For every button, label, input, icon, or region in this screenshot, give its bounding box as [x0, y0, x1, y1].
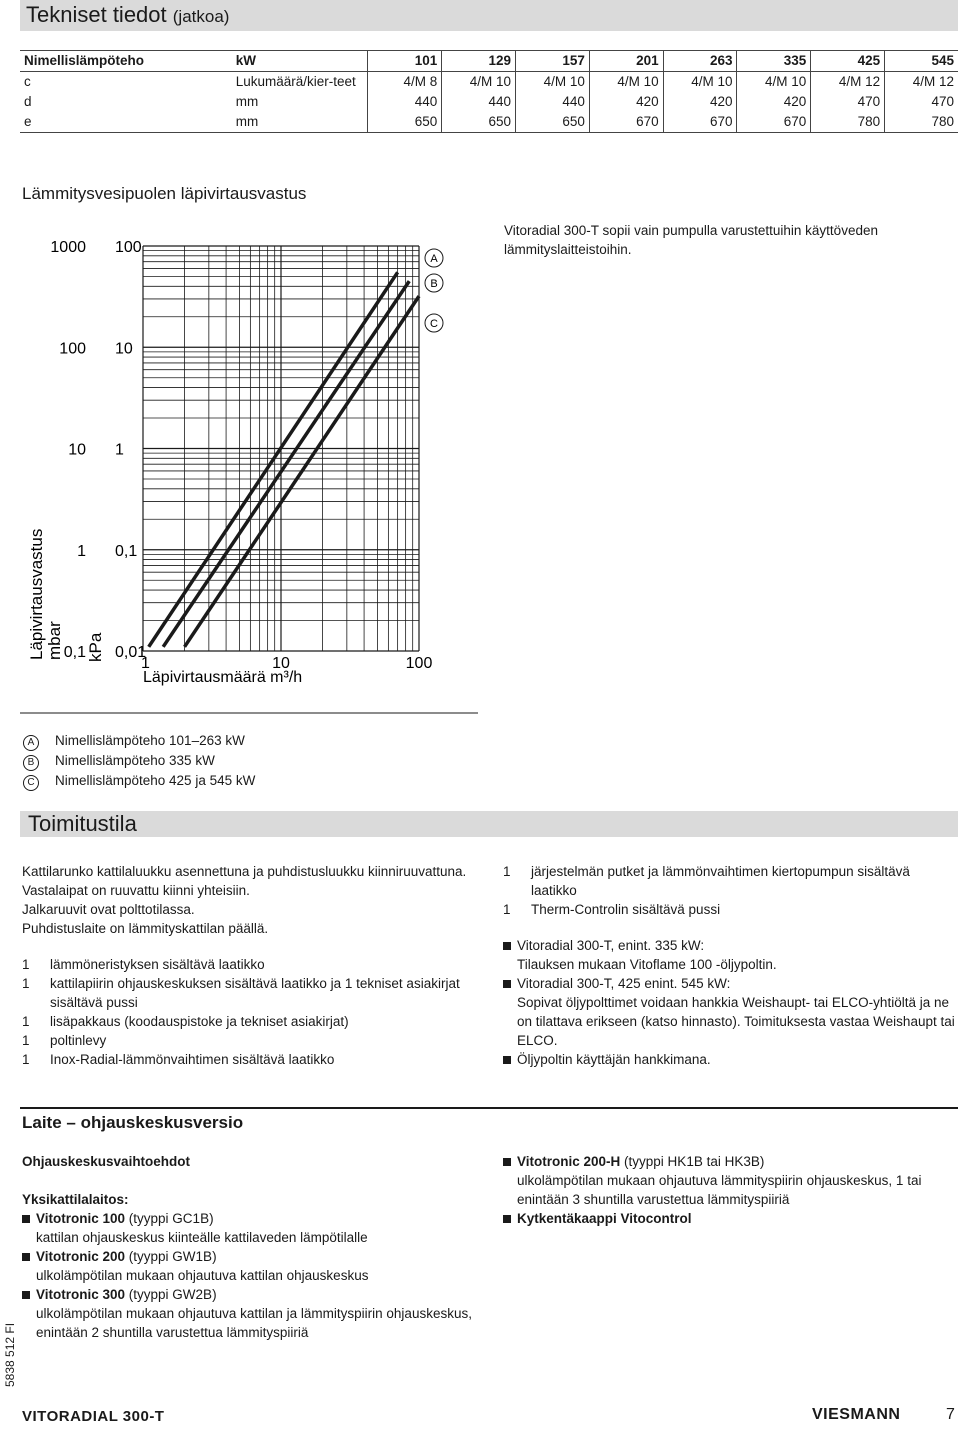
y-tick-label-kpa: 0,01: [115, 644, 147, 661]
bullet-square-icon: [503, 1056, 511, 1064]
page-number: 7: [946, 1406, 955, 1423]
table-cell: 4/M 10: [442, 72, 516, 93]
table-cell: 440: [442, 92, 516, 112]
bullet-product-type: (tyyppi GW2B): [128, 1287, 217, 1302]
legend-mark: C: [23, 775, 39, 791]
table-cell: 440: [368, 92, 442, 112]
bullet-text: Öljypoltin käyttäjän hankkimana.: [517, 1052, 711, 1067]
laite-heading: Laite – ohjauskeskusversio: [22, 1113, 244, 1132]
spec-header-cell: 101: [368, 51, 442, 72]
spec-table-header: [20, 51, 958, 72]
list-item-qty: 1: [22, 957, 30, 972]
y-tick-label-mbar: 0,1: [63, 644, 86, 661]
list-item: [22, 1012, 474, 1031]
bullet-product-type: (tyyppi GC1B): [128, 1211, 214, 1226]
table-cell: 420: [737, 92, 811, 112]
y-tick-label-kpa: 1: [115, 441, 124, 459]
table-cell: 4/M 12: [885, 72, 958, 93]
bullet-product-name: Vitotronic 200: [36, 1249, 126, 1264]
table-cell: 650: [516, 112, 590, 133]
y-axis-label: Läpivirtausvastus: [27, 528, 46, 660]
spec-header-cell: 335: [737, 51, 811, 72]
table-row: [20, 72, 958, 93]
table-cell: e: [20, 112, 232, 133]
bullet-product-name: Vitotronic 200-H: [517, 1154, 621, 1169]
table-cell: 670: [589, 112, 663, 133]
bullet-square-icon: [22, 1215, 30, 1223]
bullet-square-icon: [503, 1215, 511, 1223]
legend-item: [23, 731, 255, 751]
legend-item: [23, 751, 255, 771]
y-tick-label-mbar: 1: [77, 542, 86, 560]
chart-lines: [149, 272, 419, 647]
list-item-text: lämmöneristyksen sisältävä laatikko: [50, 957, 265, 972]
table-cell: 650: [368, 112, 442, 133]
bullet-item: [503, 936, 958, 955]
bullet-item: [22, 1285, 477, 1304]
bullet-square-icon: [22, 1291, 30, 1299]
laite-subheading: Ohjauskeskusvaihtoehdot: [22, 1154, 191, 1169]
flow-heading: Lämmitysvesipuolen läpivirtausvastus: [22, 184, 307, 203]
page-title-main: Tekniset tiedot: [26, 2, 167, 27]
table-cell: 780: [885, 112, 958, 133]
spec-header-cell: kW: [232, 51, 368, 72]
table-cell: 440: [516, 92, 590, 112]
list-item-qty: 1: [22, 1033, 30, 1048]
table-cell: 4/M 10: [663, 72, 737, 93]
table-cell: 4/M 8: [368, 72, 442, 93]
list-item: [22, 955, 474, 974]
list-item-qty: 1: [22, 1052, 30, 1067]
x-axis-label: Läpivirtausmäärä m³/h: [143, 669, 303, 686]
laite-rule: [20, 1107, 958, 1109]
table-cell: 670: [663, 112, 737, 133]
list-item-text: Therm-Controlin sisältävä pussi: [531, 902, 721, 917]
bullet-square-icon: [503, 980, 511, 988]
series-line-c: [185, 296, 419, 647]
spec-header-cell: Nimellislämpöteho: [20, 51, 232, 72]
y-tick-label-kpa: 0,1: [115, 542, 138, 560]
legend-text: Nimellislämpöteho 425 ja 545 kW: [55, 773, 256, 788]
series-mark-label: A: [430, 253, 438, 265]
list-item-text: lisäpakkaus (koodauspistoke ja tekniset asiakirjat): [50, 1014, 349, 1029]
toimitustila-para: Jalkaruuvit ovat polttotilassa.: [22, 902, 195, 917]
legend-item: [23, 771, 255, 791]
spec-header-cell: 129: [442, 51, 516, 72]
toimitustila-para: Kattilarunko kattilaluukku asennettuna ja puhdistusluukku kiinniruuvattuna.: [22, 864, 467, 879]
table-cell: 4/M 10: [737, 72, 811, 93]
bullet-item: [22, 1247, 477, 1266]
y-tick-label-mbar: 1000: [50, 239, 86, 256]
list-item-qty: 1: [503, 864, 511, 879]
series-mark-a: [425, 249, 443, 267]
table-cell: mm: [235, 94, 259, 109]
y-axis-unit-kpa: kPa: [86, 632, 105, 662]
bullet-product-name: Kytkentäkaappi Vitocontrol: [517, 1211, 692, 1226]
table-cell: 780: [811, 112, 885, 133]
table-cell: 420: [663, 92, 737, 112]
bullet-sub: kattilan ohjauskeskus kiinteälle kattilaveden lämpötilalle: [36, 1230, 368, 1245]
toimitustila-bar: [20, 811, 958, 837]
bullet-product-name: Vitotronic 300: [36, 1287, 126, 1302]
spec-header-cell: 263: [663, 51, 737, 72]
bullet-item: [22, 1209, 477, 1228]
spec-header-cell: 545: [885, 51, 958, 72]
table-row: [20, 112, 958, 133]
table-cell: 4/M 10: [516, 72, 590, 93]
series-mark-c: [425, 314, 443, 332]
bullet-square-icon: [503, 1158, 511, 1166]
table-cell: 4/M 10: [589, 72, 663, 93]
list-item-text: kattilapiirin ohjauskeskuksen sisältävä laatikko ja 1 tekniset asiakirjat sisältävä pussi: [50, 976, 460, 1010]
flow-note: Vitoradial 300-T sopii vain pumpulla varustettuihin käyttöveden lämmityslaitteistoihin.: [504, 223, 878, 257]
bullet-sub: Tilauksen mukaan Vitoflame 100 -öljypoltin.: [517, 957, 777, 972]
doc-number: 5838 512 FI: [3, 1322, 17, 1387]
list-item: [503, 862, 958, 900]
y-tick-label-kpa: 10: [115, 340, 133, 358]
bullet-sub: ulkolämpötilan mukaan ohjautuva kattilan ja lämmityspiirin ohjauskeskus, enintään 2 shuntilla varustettua lämmityspiiriä: [36, 1306, 472, 1340]
spec-table: [20, 50, 958, 133]
table-cell: 470: [885, 92, 958, 112]
chart-series-marks: [425, 249, 443, 332]
flow-resistance-chart: [0, 220, 500, 715]
y-tick-label-kpa: 100: [115, 239, 142, 256]
x-tick-label: 1: [141, 655, 150, 672]
y-tick-label-mbar: 100: [59, 340, 86, 358]
spec-header-cell: 157: [516, 51, 590, 72]
list-item-text: järjestelmän putket ja lämmönvaihtimen kiertopumpun sisältävä laatikko: [531, 864, 910, 898]
bullet-item: [503, 1152, 958, 1171]
bullet-product-name: Vitotronic 100: [36, 1211, 126, 1226]
page-title: [26, 2, 229, 28]
list-item-qty: 1: [503, 902, 511, 917]
table-cell: 670: [737, 112, 811, 133]
legend-text: Nimellislämpöteho 101–263 kW: [55, 733, 245, 748]
list-item: [22, 974, 474, 1012]
toimitustila-heading: Toimitustila: [28, 811, 137, 836]
list-item-text: Inox-Radial-lämmönvaihtimen sisältävä laatikko: [50, 1052, 335, 1067]
bullet-product-type: (tyyppi HK1B tai HK3B): [624, 1154, 765, 1169]
bullet-item: [503, 1209, 958, 1228]
table-cell: d: [24, 94, 32, 109]
legend-text: Nimellislämpöteho 335 kW: [55, 753, 215, 768]
list-item: [503, 900, 958, 919]
laite-single-heading: Yksikattilalaitos:: [22, 1192, 129, 1207]
table-cell: 470: [811, 92, 885, 112]
y-axis-unit-mbar: mbar: [45, 621, 64, 660]
bullet-text: Vitoradial 300-T, enint. 335 kW:: [517, 938, 705, 953]
x-tick-label: 10: [272, 655, 290, 672]
series-mark-label: B: [430, 278, 438, 290]
legend-mark: B: [23, 755, 39, 771]
series-mark-label: C: [430, 318, 438, 330]
list-item-qty: 1: [22, 1014, 30, 1029]
table-cell: c: [24, 74, 31, 89]
x-tick-label: 100: [405, 655, 433, 672]
table-row: [20, 92, 958, 112]
y-tick-label-mbar: 10: [68, 441, 86, 459]
table-cell: 650: [442, 112, 516, 133]
list-item: [22, 1031, 474, 1050]
product-name: VITORADIAL 300-T: [22, 1408, 165, 1425]
chart-legend: [23, 731, 255, 791]
list-item-qty: 1: [22, 976, 30, 991]
list-item: [22, 1050, 474, 1069]
spec-header-cell: 201: [589, 51, 663, 72]
bullet-text: Vitoradial 300-T, 425 enint. 545 kW:: [517, 976, 731, 991]
table-cell: Lukumäärä/kier-teet: [235, 74, 356, 89]
brand-logo: VIESMANN: [812, 1406, 901, 1423]
series-line-a: [149, 272, 398, 647]
bullet-square-icon: [503, 942, 511, 950]
bullet-item: [503, 974, 958, 993]
bullet-sub: ulkolämpötilan mukaan ohjautuva kattilan ohjauskeskus: [36, 1268, 369, 1283]
bullet-sub: Sopivat öljypolttimet voidaan hankkia Weishaupt- tai ELCO-yhtiöltä ja ne on tilattava erikseen (katso hinnasto). Toimituksesta vastaa Weishaupt tai ELCO.: [517, 995, 955, 1048]
laite-left-column: [22, 1152, 477, 1342]
table-cell: mm: [232, 112, 368, 133]
toimitustila-left-column: [22, 862, 474, 1069]
spec-header-cell: 425: [811, 51, 885, 72]
page-title-suffix: (jatkoa): [172, 7, 230, 26]
toimitustila-right-column: [503, 862, 958, 1069]
table-cell: 4/M 12: [811, 72, 885, 93]
bullet-sub: ulkolämpötilan mukaan ohjautuva lämmityspiirin ohjauskeskus, 1 tai enintään 3 shuntilla varustettua lämmityspiiriä: [517, 1173, 922, 1207]
list-item-text: poltinlevy: [50, 1033, 107, 1048]
series-mark-b: [425, 274, 443, 292]
laite-right-column: [503, 1152, 958, 1228]
legend-mark: A: [23, 735, 39, 751]
table-cell: 420: [589, 92, 663, 112]
bullet-square-icon: [22, 1253, 30, 1261]
toimitustila-para: Vastalaipat on ruuvattu kiinni yhteisiin.: [22, 883, 250, 898]
toimitustila-para: Puhdistuslaite on lämmityskattilan päällä.: [22, 921, 269, 936]
bullet-item: [503, 1050, 958, 1069]
bullet-product-type: (tyyppi GW1B): [128, 1249, 217, 1264]
